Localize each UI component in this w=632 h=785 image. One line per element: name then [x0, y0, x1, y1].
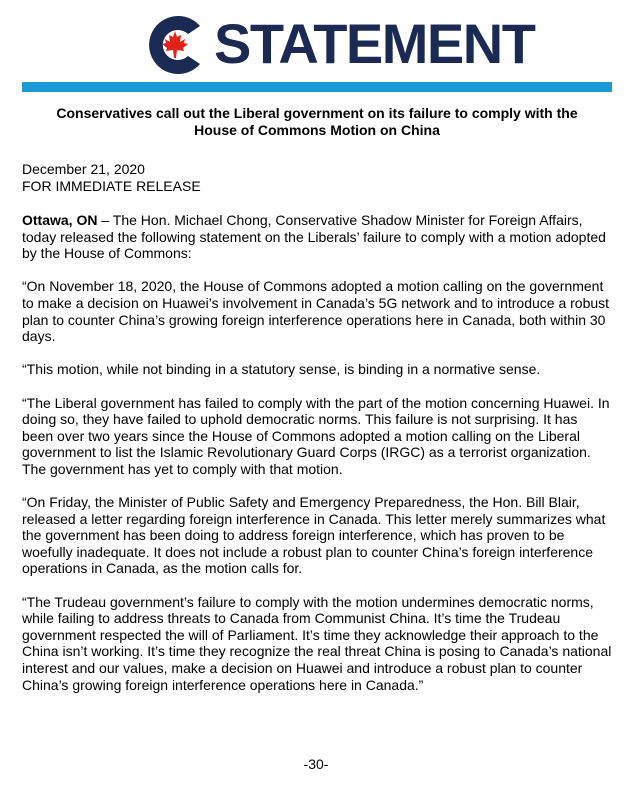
page-title [22, 105, 612, 139]
statement-header [0, 0, 632, 100]
body-paragraph: “The Liberal government has failed to comply with the part of the motion concerning Huawei. In doing so, they have failed to uphold democratic norms. This failure is not surprising. It has been over two years since the House of Commons adopted a motion calling on the Liberal government to list the Islamic Revolutionary Guard Corps (IRGC) as a terrorist organization. The government has yet to comply with that motion. [22, 394, 610, 477]
body-paragraph: “On November 18, 2020, the House of Commons adopted a motion calling on the government to make a decision on Huawei’s involvement in Canada’s 5G network and to introduce a robust plan to counter China’s growing foreign interference operations here in Canada, both within 30 days. [22, 278, 610, 345]
body-paragraph: “The Trudeau government’s failure to comply with the motion undermines democratic norms, while failing to address threats to Canada from Communist China. It’s time the Trudeau government respected the will of Parliament. It’s time they acknowledge their approach to the China isn’t working. It’s time they recognize the real threat China is posing to Canada’s national interest and our values, make a decision on Huawei and introduce a robust plan to counter China’s growing foreign interference operations here in Canada.” [22, 593, 612, 693]
release-status: FOR IMMEDIATE RELEASE [22, 178, 201, 194]
release-date: December 21, 2020 [22, 161, 145, 177]
statement-body [22, 212, 612, 710]
page-title-line-2: House of Commons Motion on China [194, 122, 440, 138]
release-info [22, 161, 612, 195]
end-marker: -30- [303, 756, 329, 772]
conservative-c-maple-leaf-icon [142, 12, 208, 78]
body-paragraph: “This motion, while not binding in a statutory sense, is binding in a normative sense. [22, 361, 541, 378]
lead-paragraph [22, 212, 612, 262]
page-title-line-1: Conservatives call out the Liberal government on its failure to comply with the [56, 105, 578, 121]
lead-text: – The Hon. Michael Chong, Conservative Shadow Minister for Foreign Affairs, today released the following statement on the Liberals’ failure to comply with a motion adopted by the House of Commons: [22, 212, 606, 262]
body-paragraph: “On Friday, the Minister of Public Safety and Emergency Preparedness, the Hon. Bill Blair, released a letter regarding foreign interference in Canada. This letter merely summarizes what the government has been doing to address foreign interference, which has proven to be woefully inadequate. It does not include a robust plan to counter China’s foreign interference operations in Canada, as the motion calls for. [22, 494, 606, 577]
header-rule [22, 82, 612, 92]
lead-location: Ottawa, ON [22, 212, 98, 228]
statement-wordmark: STATEMENT [214, 12, 535, 75]
